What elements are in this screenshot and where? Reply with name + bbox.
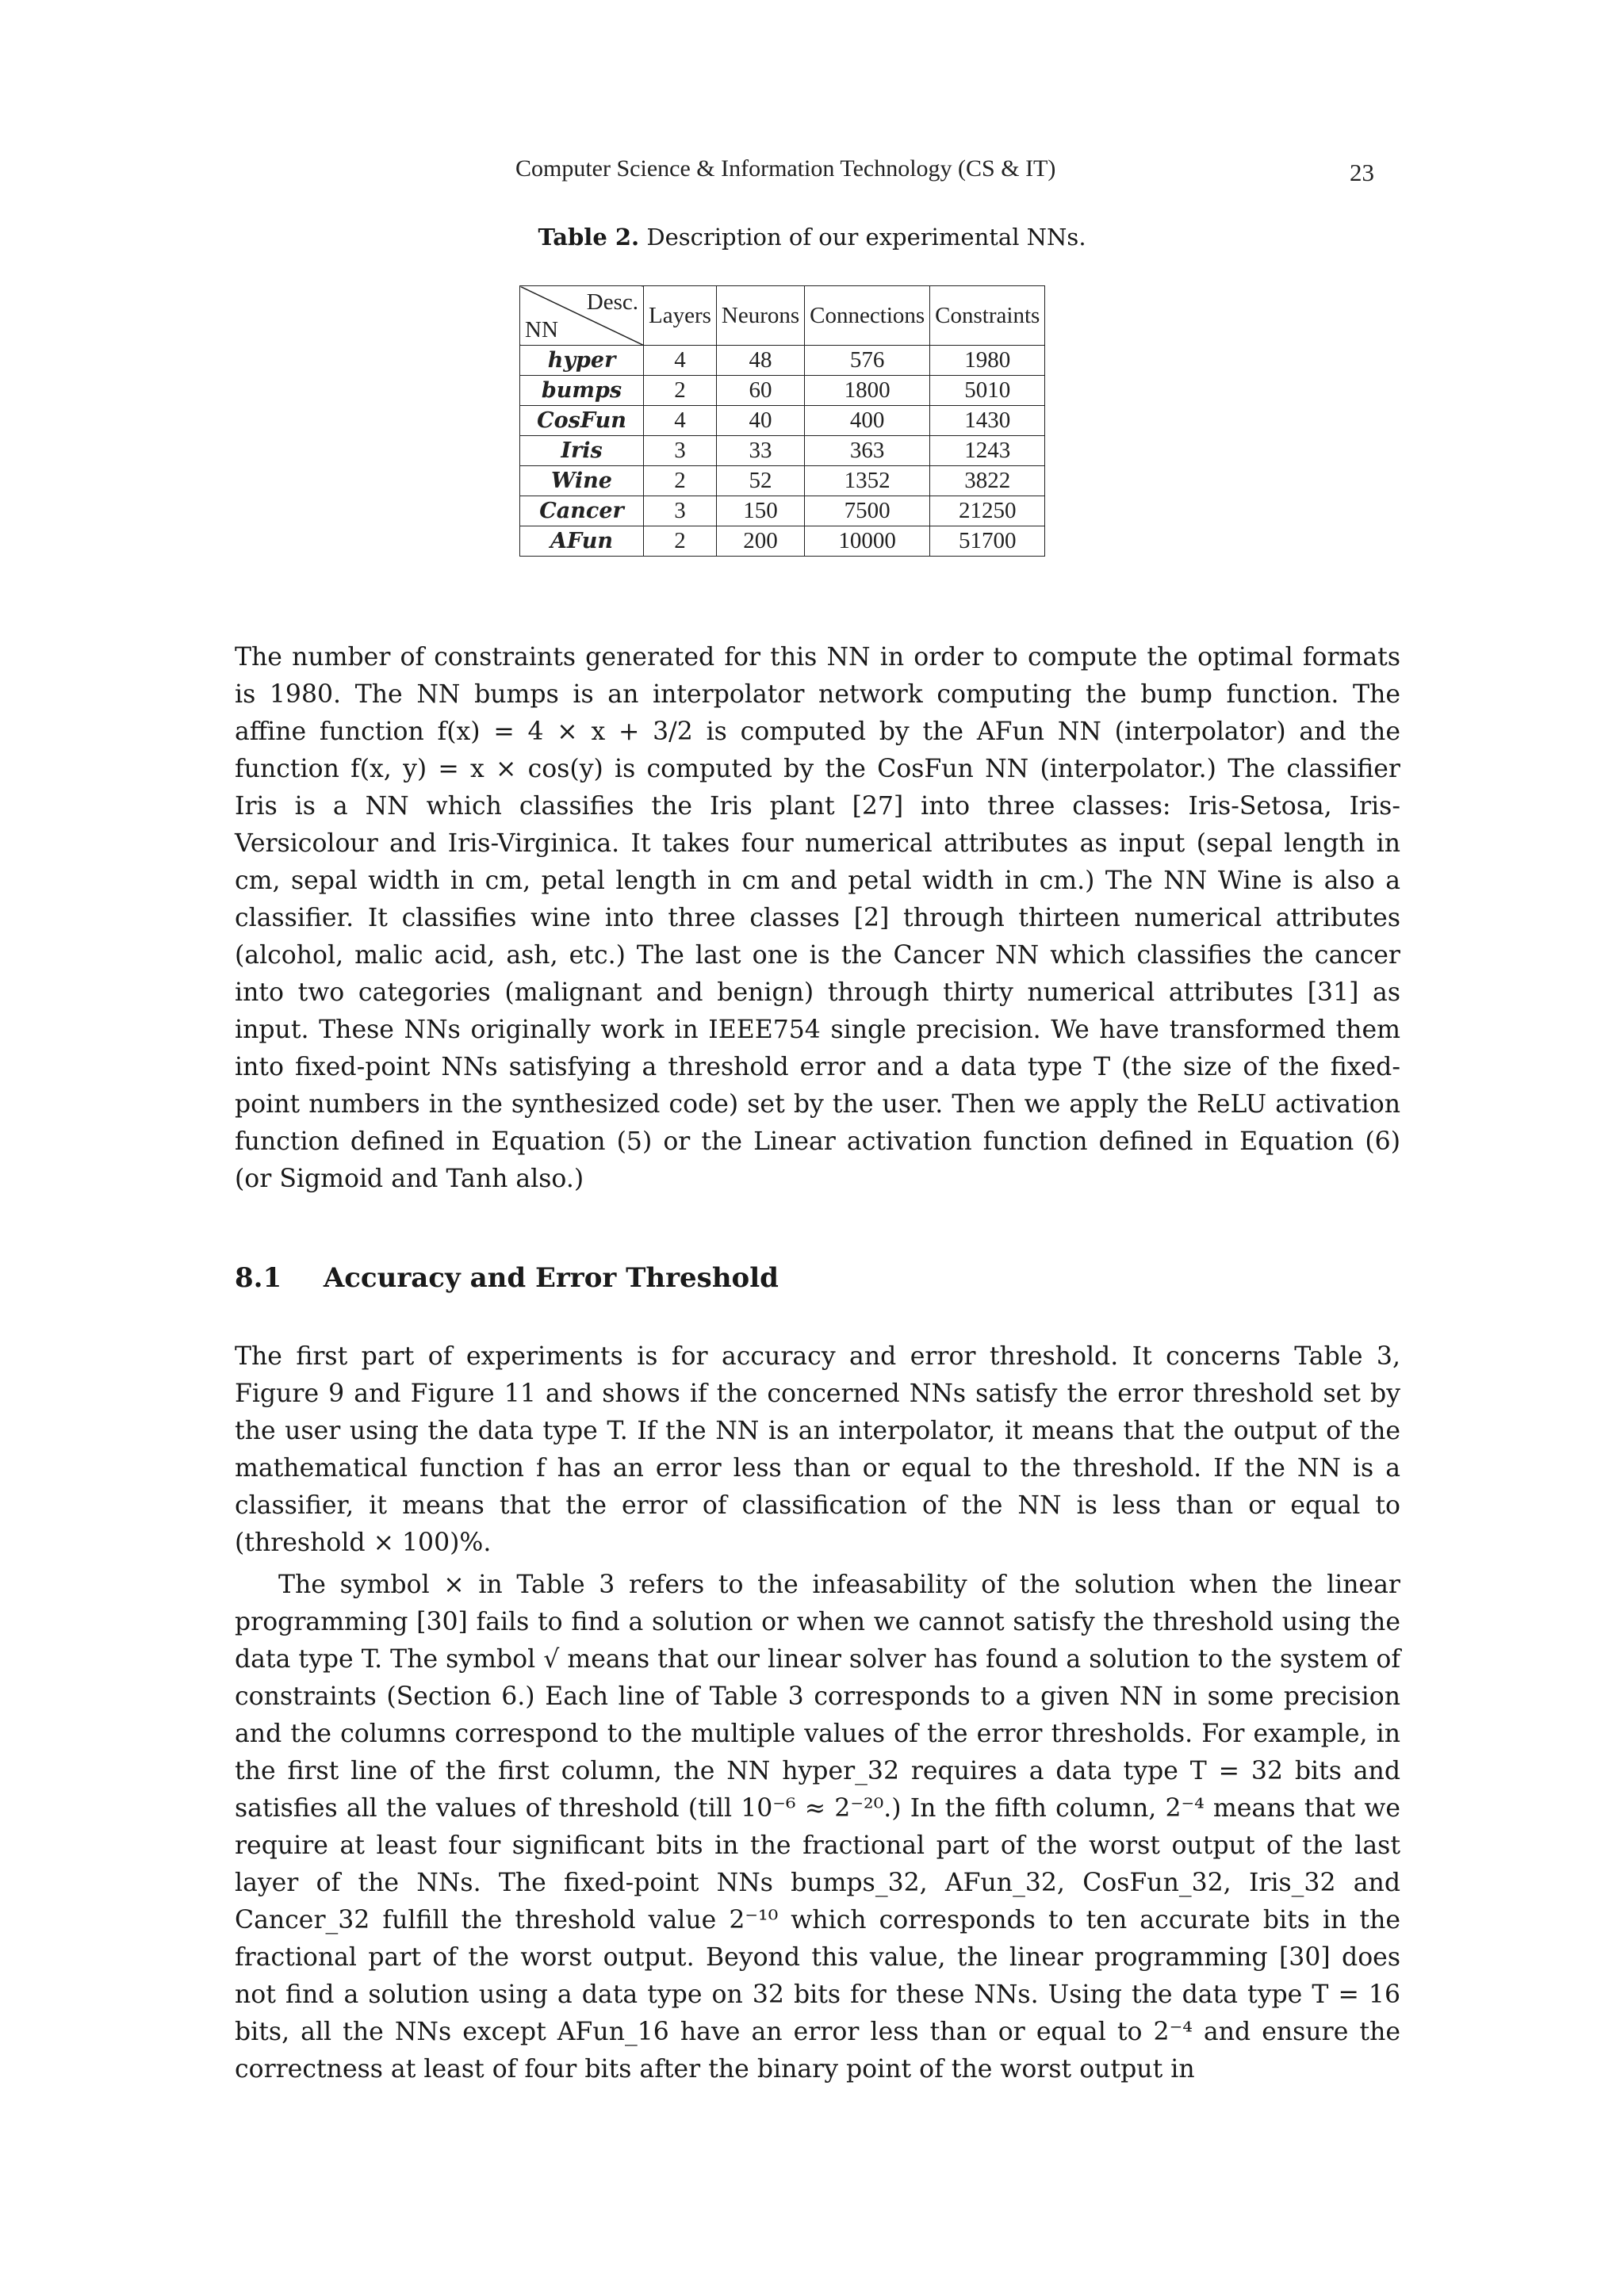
layers-cell: 4 [644,406,717,436]
connections-cell: 10000 [805,526,930,557]
layers-cell: 2 [644,466,717,496]
nn-name-cell: Cancer [520,496,644,526]
column-header: Constraints [930,286,1045,346]
nn-name-cell: Iris [520,436,644,466]
table-row [520,466,1045,496]
connections-cell: 363 [805,436,930,466]
neurons-cell: 200 [716,526,804,557]
body-paragraph-1 [235,639,1400,1198]
body-paragraph-3 [235,1567,1400,2088]
neurons-cell: 48 [716,346,804,376]
constraints-cell: 5010 [930,376,1045,406]
constraints-cell: 1980 [930,346,1045,376]
neurons-cell: 40 [716,406,804,436]
nn-name-cell: AFun [520,526,644,557]
section-number: 8.1 [235,1262,282,1294]
table-row [520,526,1045,557]
connections-cell: 1800 [805,376,930,406]
nn-name-cell: bumps [520,376,644,406]
connections-cell: 576 [805,346,930,376]
table-row [520,346,1045,376]
table-caption [0,224,1624,251]
column-header: Layers [644,286,717,346]
nn-name-cell: Wine [520,466,644,496]
table-row [520,436,1045,466]
table-row [520,496,1045,526]
nn-description-table [519,285,1045,557]
column-header: Connections [805,286,930,346]
constraints-cell: 21250 [930,496,1045,526]
constraints-cell: 1243 [930,436,1045,466]
layers-cell: 2 [644,376,717,406]
table-corner-cell [520,286,644,346]
table-row [520,406,1045,436]
paragraph-text: The first part of experiments is for accuracy and error threshold. It concerns Table 3, Figure 9 and Figure 11 and shows if the concerned NNs satisfy the error threshold set by the user using the data type T. If the NN is an interpolator, it means that the output of the mathematical function f has an error less than or equal to the threshold. If the NN is a classifier, it means that the error of classification of the NN is less than or equal to (threshold × 100)%. [235,1342,1400,1557]
layers-cell: 3 [644,496,717,526]
table-row [520,376,1045,406]
layers-cell: 3 [644,436,717,466]
layers-cell: 2 [644,526,717,557]
connections-cell: 400 [805,406,930,436]
section-title: Accuracy and Error Threshold [323,1262,779,1294]
paragraph-text: The symbol × in Table 3 refers to the infeasability of the solution when the linear programming [30] fails to find a solution or when we cannot satisfy the threshold using the data type T. The symbol √ means that our linear solver has found a solution to the system of constraints (Section 6.) Each line of Table 3 corresponds to a given NN in some precision and the columns correspond to the multiple values of the error thresholds. For example, in the first line of the first column, the NN hyper_32 requires a data type T = 32 bits and satisfies all the values of threshold (till 10⁻⁶ ≈ 2⁻²⁰.) In the fifth column, 2⁻⁴ means that we require at least four significant bits in the fractional part of the worst output of the last layer of the NNs. The fixed-point NNs bumps_32, AFun_32, CosFun_32, Iris_32 and Cancer_32 fulfill the threshold value 2⁻¹⁰ which corresponds to ten accurate bits in the fractional part of the worst output. Beyond this value, the linear programming [30] does not find a solution using a data type on 32 bits for these NNs. Using the data type T = 16 bits, all the NNs except AFun_16 have an error less than or equal to 2⁻⁴ and ensure the correctness at least of four bits after the binary point of the worst output in [235,1571,1400,2084]
constraints-cell: 3822 [930,466,1045,496]
constraints-cell: 51700 [930,526,1045,557]
corner-nn-label: NN [525,317,558,342]
table-caption-text: Description of our experimental NNs. [646,224,1086,251]
corner-desc-label: Desc. [586,289,638,315]
table-header-row [520,286,1045,346]
connections-cell: 7500 [805,496,930,526]
neurons-cell: 52 [716,466,804,496]
connections-cell: 1352 [805,466,930,496]
section-heading [235,1262,779,1294]
column-header: Neurons [716,286,804,346]
paragraph-text: The number of constraints generated for this NN in order to compute the optimal formats is 1980. The NN bumps is an interpolator network computing the bump function. The affine function f(x) = 4 × x + 3/2 is computed by the AFun NN (interpolator) and the function f(x, y) = x × cos(y) is computed by the CosFun NN (interpolator.) The classifier Iris is a NN which classifies the Iris plant [27] into three classes: Iris-Setosa, Iris-Versicolour and Iris-Virginica. It takes four numerical attributes as input (sepal length in cm, sepal width in cm, petal length in cm and petal width in cm.) The NN Wine is also a classifier. It classifies wine into three classes [2] through thirteen numerical attributes (alcohol, malic acid, ash, etc.) The last one is the Cancer NN which classifies the cancer into two categories (malignant and benign) through thirty numerical attributes [31] as input. These NNs originally work in IEEE754 single precision. We have transformed them into fixed-point NNs satisfying a threshold error and a data type T (the size of the fixed-point numbers in the synthesized code) set by the user. Then we apply the ReLU activation function defined in Equation (5) or the Linear activation function defined in Equation (6) (or Sigmoid and Tanh also.) [235,643,1400,1193]
neurons-cell: 60 [716,376,804,406]
constraints-cell: 1430 [930,406,1045,436]
layers-cell: 4 [644,346,717,376]
body-paragraph-2 [235,1338,1400,1562]
neurons-cell: 33 [716,436,804,466]
running-head: Computer Science & Information Technology (CS & IT) [515,155,1056,182]
table-caption-label: Table 2. [538,224,640,251]
nn-name-cell: CosFun [520,406,644,436]
page-number: 23 [1350,159,1374,186]
nn-name-cell: hyper [520,346,644,376]
neurons-cell: 150 [716,496,804,526]
